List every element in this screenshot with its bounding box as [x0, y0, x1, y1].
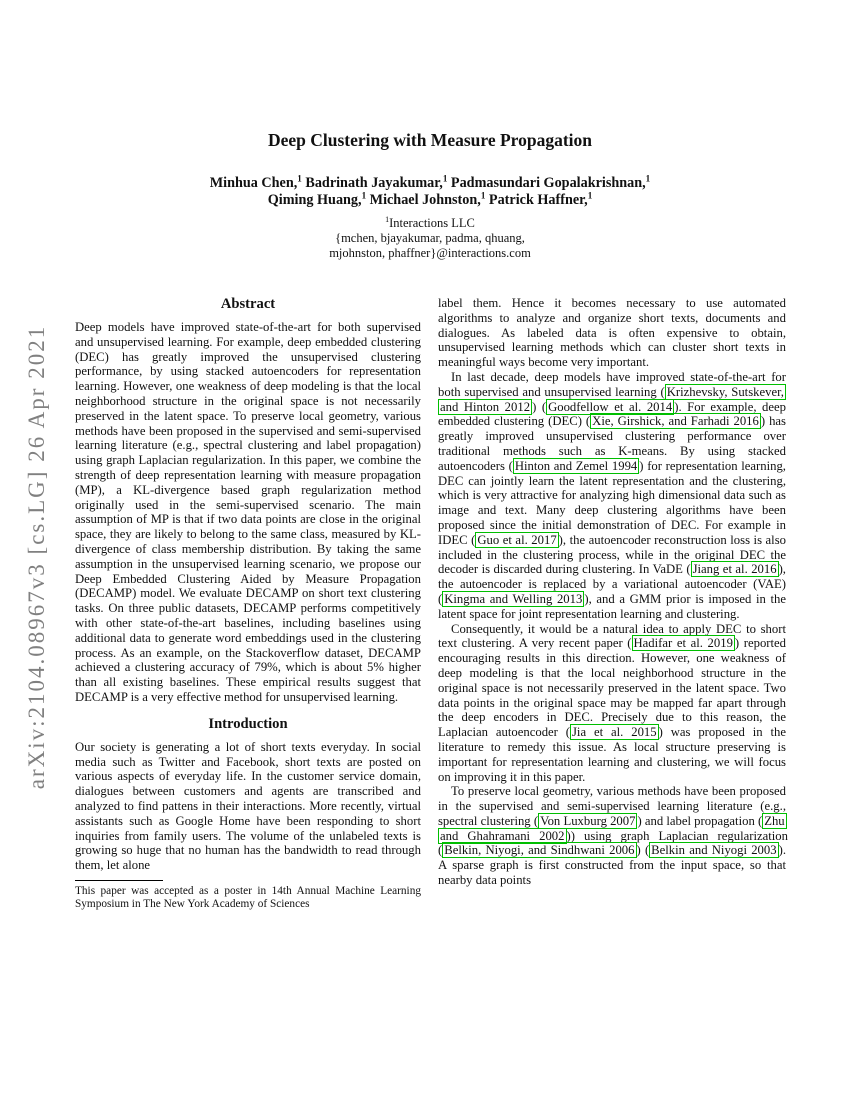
citation-link[interactable]: Hadifar et al. 2019	[633, 636, 733, 651]
left-column	[75, 296, 421, 911]
citation-link[interactable]: Belkin, Niyogi, and Sindhwani 2006	[444, 843, 635, 858]
citation-link[interactable]: Kingma and Welling 2013	[444, 591, 583, 606]
body-paragraph: label them. Hence it becomes necessary to use automated algorithms to analyze and organize short texts, documents and dialogues. As labeled data is often expensive to obtain, unsupervised learning methods which can cluster short texts in meaningful ways become very important.	[438, 296, 786, 370]
body-paragraph: In last decade, deep models have improved state-of-the-art for both supervised and unsupervised learning ( Krizhevsky, Sutskever, and Hinton 2012 ) ( Goodfellow et al. 2014 ). For example, deep embedded clustering (DEC) ( Xie, Girshick, and Farhadi 2016 ) has greatly improved unsupervised clustering performance over traditional methods such as K-means. By using stacked autoencoders ( Hinton and Zemel 1994 ) for representation learning, DEC can jointly learn the latent representation and the clustering, which is very attractive for analyzing high dimensional data such as image and text. Many deep clustering algorithms have been proposed since the initial demonstration of DEC. For example in IDEC ( Guo et al. 2017 ), the autoencoder reconstruction loss is also included in the clustering process, while in the original DEC the decoder is discarded during clustering. In VaDE ( Jiang et al. 2016 ), the autoencoder is replaced by a variational autoencoder (VAE) ( Kingma and Welling 2013 ), and a GMM prior is imposed in the latent space for joint representation learning and clustering.	[438, 369, 787, 621]
email-line-1: {mchen, bjayakumar, padma, qhuang,	[335, 231, 525, 245]
paper-header	[75, 130, 785, 261]
citation-link[interactable]: Zhu and Ghahramani 2002	[440, 813, 785, 843]
superscript-marker: 1	[385, 214, 390, 224]
citation-link[interactable]: Von Luxburg 2007	[540, 813, 636, 828]
superscript-marker: 1	[297, 173, 302, 184]
citation-link[interactable]: Jiang et al. 2016	[692, 562, 777, 577]
affiliation: $^1$Interactions LLC	[385, 214, 475, 230]
citation-link[interactable]: Jia et al. 2015	[572, 725, 657, 740]
abstract-heading: Abstract	[220, 296, 276, 312]
citation-link[interactable]: Guo et al. 2017	[477, 532, 557, 547]
citation-link[interactable]: Xie, Girshick, and Farhadi 2016	[592, 414, 759, 429]
superscript-marker: 1	[442, 173, 448, 184]
email-line-2: mjohnston, phaffner}@interactions.com	[329, 246, 531, 260]
abstract-text: Deep models have improved state-of-the-art for both supervised and unsupervised learning. For example, deep embedded clustering (DEC) has greatly improved the unsupervised clustering performance, by using stacked autoencoders for representation learning. However, one weakness of deep modeling is that the local neighborhood structure in the original space is not necessarily preserved in the latent space. To preserve local geometry, various methods have been proposed in the supervised and semi-supervised learning literature (e.g., spectral clustering and label propagation) using graph Laplacian regularization. In this paper, we combine the strength of deep representation learning with measure propagation (MP), a KL-divergence based graph regularization method originally used in the semi-supervised scenario. The main assumption of MP is that if two data points are close in the original space, they are likely to belong to the same class, measured by KL-divergence of class membership distribution. By taking the same assumption in the unsupervised learning scenario, we propose our Deep Embedded Clustering Aided by Measure Propagation (DECAMP) model. We evaluate DECAMP on short text clustering tasks. On three public datasets, DECAMP performs competitively with other state-of-the-art baselines, including baselines using additional data to generate word embeddings used in the clustering process. As an example, on the Stackoverflow dataset, DECAMP achieved a clustering accuracy of 79%, which is about 5% higher than all existing baselines. These empirical results suggest that DECAMP is a very effective method for unsupervised learning.	[75, 320, 421, 704]
citation-link[interactable]: Hinton and Zemel 1994	[514, 458, 638, 473]
body-paragraph: To preserve local geometry, various methods have been proposed in the supervised and semi-supervised learning literature (e.g., spectral clustering ( Von Luxburg 2007 ) and label propagation ( Zhu and Ghahramani 2002 )) using graph Laplacian regularization ( Belkin, Niyogi, and Sindhwani 2006 ) ( Belkin and Niyogi 2003 ). A sparse graph is first constructed from the input space, so that nearby data points	[438, 784, 788, 888]
body-paragraph: Consequently, it would be a natural idea to apply DEC to short text clustering. A very recent paper ( Hadifar et al. 2019 ) reported encouraging results in this direction. However, one weakness of deep modeling is that the local neighborhood structure in the original space is not necessarily preserved in the latent space. Two data points in the original space may be mapped far apart through the deep encoders in DEC. Precisely due to this reason, the Laplacian autoencoder ( Jia et al. 2015 ) was proposed in the literature to remedy this issue. As local structure preserving is important for representation learning and clustering, we will focus on improving it in this paper.	[438, 621, 787, 784]
superscript-marker: 1	[361, 190, 367, 201]
arxiv-watermark: arXiv:2104.08967v3 [cs.LG] 26 Apr 2021	[24, 324, 49, 790]
author-line-1: Minhua Chen,$^1$ Badrinath Jayakumar,$^1$ Padmasundari Gopalakrishnan,$^1$	[209, 173, 651, 191]
superscript-marker: 1	[480, 190, 486, 201]
superscript-marker: 1	[587, 190, 593, 201]
footnote-text: This paper was accepted as a poster in 14th Annual Machine Learning Symposium in The New York Academy of Sciences	[75, 884, 421, 911]
introduction-heading: Introduction	[208, 715, 288, 732]
intro-paragraph: Our society is generating a lot of short texts everyday. In social media such as Twitter and Facebook, short texts are posted on various aspects of everyday life. In the customer service domain, dialogues between customers and agents are transcribed and analyzed to find pattens in their interactions. More recently, virtual assistants such as Google Home have been responding to short inquiries from family users. The volume of the unlabeled texts is growing so huge that no human has the bandwidth to read through them, let alone	[75, 739, 421, 873]
citation-link[interactable]: Belkin and Niyogi 2003	[651, 843, 777, 858]
footnote-rule	[75, 880, 163, 881]
citation-link[interactable]: Krizhevsky, Sutskever, and Hinton 2012	[440, 384, 784, 414]
right-column	[438, 296, 786, 888]
author-line-2: Qiming Huang,$^1$ Michael Johnston,$^1$ Patrick Haffner,$^1$	[267, 190, 593, 208]
citation-link[interactable]: Goodfellow et al. 2014	[548, 399, 673, 414]
paper-title: Deep Clustering with Measure Propagation	[267, 130, 593, 150]
superscript-marker: 1	[645, 173, 651, 184]
